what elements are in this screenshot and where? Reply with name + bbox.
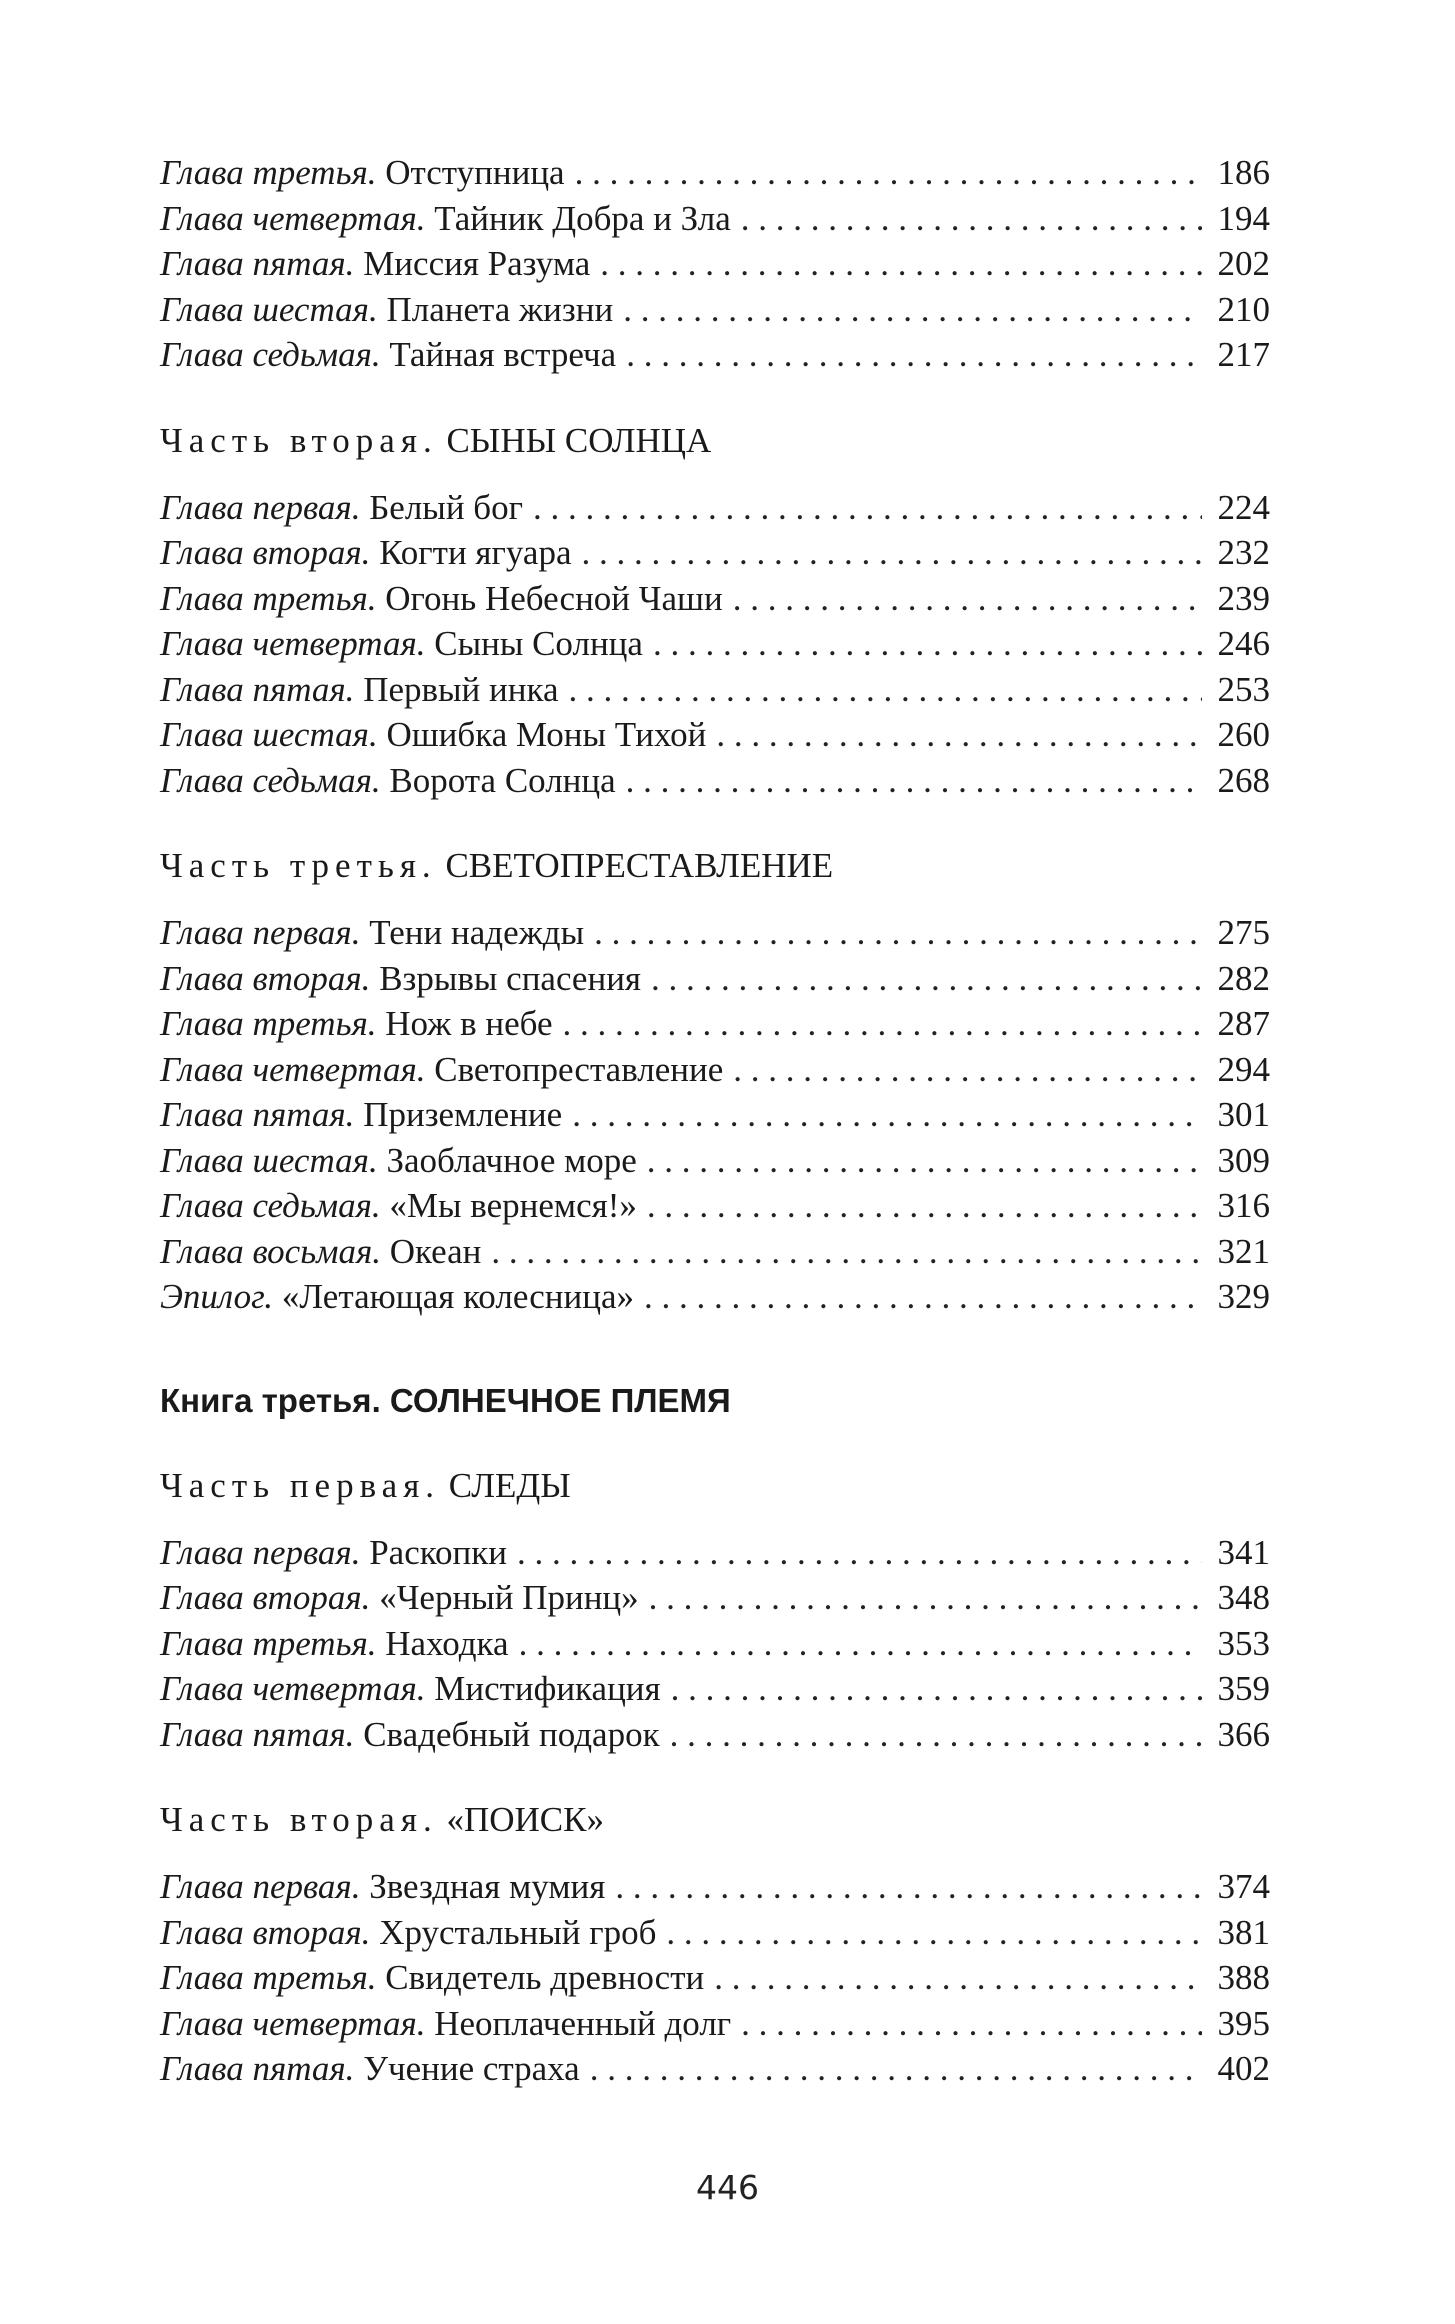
dot-leader bbox=[666, 1910, 1202, 1956]
chapter-number: Глава седьмая. bbox=[160, 335, 381, 374]
chapter-page-number: 246 bbox=[1217, 624, 1270, 663]
chapter-page-number: 210 bbox=[1217, 289, 1270, 329]
toc-entry-label bbox=[160, 1001, 553, 1047]
chapter-title: Хрустальный гроб bbox=[379, 1912, 657, 1952]
chapter-number: Глава пятая. bbox=[160, 244, 355, 283]
chapter-number: Глава первая. bbox=[160, 1532, 361, 1572]
chapter-title: Ворота Солнца bbox=[389, 760, 616, 800]
chapter-title: Светопреставление bbox=[434, 1049, 724, 1089]
chapter-page-number: 395 bbox=[1217, 2003, 1270, 2043]
chapter-title: «Мы вернемся!» bbox=[389, 1186, 637, 1225]
toc-entry-label bbox=[160, 530, 571, 576]
chapter-title: Тени надежды bbox=[369, 913, 585, 952]
toc-entry-label bbox=[160, 1138, 637, 1184]
dot-leader bbox=[733, 1047, 1202, 1093]
toc-section bbox=[160, 1797, 1270, 2092]
toc-entry-label bbox=[160, 1274, 634, 1320]
chapter-page-number: 294 bbox=[1217, 1049, 1270, 1089]
part-title: СЫНЫ СОЛНЦА bbox=[446, 420, 712, 460]
toc-entry bbox=[160, 241, 1270, 287]
toc-entry bbox=[160, 758, 1270, 804]
dot-leader bbox=[623, 287, 1202, 333]
dot-leader bbox=[600, 241, 1202, 287]
toc-entry-label bbox=[160, 150, 565, 196]
toc-section bbox=[160, 1463, 1270, 1758]
chapter-number: Глава четвертая. bbox=[160, 624, 426, 663]
chapter-number: Глава четвертая. bbox=[160, 1049, 426, 1089]
toc-entry bbox=[160, 287, 1270, 333]
dot-leader bbox=[517, 1530, 1202, 1576]
chapter-page-number: 268 bbox=[1217, 760, 1270, 800]
part-title: СЛЕДЫ bbox=[448, 1465, 571, 1505]
chapter-number: Глава пятая. bbox=[160, 2049, 355, 2088]
part-heading bbox=[160, 843, 1270, 888]
part-heading bbox=[160, 1463, 1270, 1508]
chapter-number: Глава шестая. bbox=[160, 289, 378, 329]
chapter-title: Раскопки bbox=[369, 1532, 507, 1572]
dot-leader bbox=[651, 956, 1202, 1002]
toc-entry-label bbox=[160, 621, 643, 667]
chapter-number: Глава первая. bbox=[160, 1867, 361, 1906]
chapter-title: Приземление bbox=[363, 1095, 563, 1134]
chapter-title: Неоплаченный долг bbox=[434, 2003, 732, 2043]
toc-entry bbox=[160, 1092, 1270, 1138]
chapter-title: Отступница bbox=[385, 153, 565, 192]
toc-entry bbox=[160, 1575, 1270, 1621]
chapter-page-number: 239 bbox=[1217, 578, 1270, 618]
chapter-title: Сыны Солнца bbox=[434, 624, 643, 663]
chapter-title: Свадебный подарок bbox=[363, 1714, 660, 1754]
toc-entry bbox=[160, 1001, 1270, 1047]
part-label: Часть вторая. bbox=[160, 1800, 438, 1839]
chapter-title: Звездная мумия bbox=[369, 1867, 606, 1906]
toc-entry bbox=[160, 621, 1270, 667]
toc-entry bbox=[160, 1666, 1270, 1712]
chapter-page-number: 329 bbox=[1217, 1277, 1270, 1316]
chapter-title: Тайная встреча bbox=[389, 335, 617, 374]
chapter-number: Глава пятая. bbox=[160, 1095, 355, 1134]
toc-entry bbox=[160, 576, 1270, 622]
toc-entry bbox=[160, 1955, 1270, 2001]
toc-entry-label bbox=[160, 1910, 656, 1956]
chapter-page-number: 253 bbox=[1217, 669, 1270, 709]
dot-leader bbox=[741, 2001, 1202, 2047]
chapter-number: Эпилог. bbox=[160, 1277, 274, 1316]
chapter-page-number: 282 bbox=[1217, 958, 1270, 998]
dot-leader bbox=[671, 1666, 1202, 1712]
chapter-title: Огонь Небесной Чаши bbox=[385, 578, 723, 618]
toc-entry bbox=[160, 332, 1270, 378]
chapter-title: Тайник Добра и Зла bbox=[434, 198, 731, 238]
toc-entry-label bbox=[160, 758, 616, 804]
toc-entry bbox=[160, 1530, 1270, 1576]
chapter-number: Глава вторая. bbox=[160, 1578, 371, 1617]
toc-entry-label bbox=[160, 287, 613, 333]
chapter-page-number: 232 bbox=[1217, 533, 1270, 572]
toc-entry-label bbox=[160, 1955, 704, 2001]
toc-entry-label bbox=[160, 667, 559, 713]
toc-entry bbox=[160, 910, 1270, 956]
chapter-page-number: 353 bbox=[1217, 1623, 1270, 1663]
part-heading bbox=[160, 1797, 1270, 1842]
toc-entry bbox=[160, 1910, 1270, 1956]
dot-leader bbox=[670, 1712, 1202, 1758]
chapter-title: Учение страха bbox=[363, 2049, 580, 2088]
chapter-number: Глава вторая. bbox=[160, 1912, 371, 1952]
toc-entry-label bbox=[160, 1047, 723, 1093]
dot-leader bbox=[741, 196, 1202, 242]
chapter-number: Глава третья. bbox=[160, 153, 377, 192]
toc-entry bbox=[160, 196, 1270, 242]
dot-leader bbox=[626, 758, 1202, 804]
dot-leader bbox=[615, 1864, 1202, 1910]
toc-entry bbox=[160, 712, 1270, 758]
chapter-number: Глава третья. bbox=[160, 578, 377, 618]
toc-entry bbox=[160, 956, 1270, 1002]
dot-leader bbox=[594, 910, 1202, 956]
chapter-page-number: 224 bbox=[1217, 487, 1270, 527]
toc-entry bbox=[160, 1712, 1270, 1758]
chapter-number: Глава вторая. bbox=[160, 533, 371, 572]
part-label: Часть вторая. bbox=[160, 420, 438, 460]
dot-leader bbox=[581, 530, 1202, 576]
dot-leader bbox=[644, 1274, 1202, 1320]
toc-entry bbox=[160, 1864, 1270, 1910]
chapter-number: Глава пятая. bbox=[160, 669, 355, 709]
toc-entry bbox=[160, 1138, 1270, 1184]
toc-section bbox=[160, 843, 1270, 1320]
toc-entry bbox=[160, 2001, 1270, 2047]
dot-leader bbox=[653, 621, 1202, 667]
chapter-page-number: 309 bbox=[1217, 1140, 1270, 1180]
toc-section bbox=[160, 418, 1270, 804]
toc-entry-label bbox=[160, 712, 706, 758]
toc-entry bbox=[160, 2046, 1270, 2092]
chapter-page-number: 316 bbox=[1217, 1186, 1270, 1225]
dot-leader bbox=[590, 2046, 1202, 2092]
chapter-title: Белый бог bbox=[369, 487, 523, 527]
chapter-title: Заоблачное море bbox=[386, 1140, 637, 1180]
chapter-page-number: 359 bbox=[1217, 1669, 1270, 1708]
toc-entry bbox=[160, 667, 1270, 713]
chapter-page-number: 275 bbox=[1217, 913, 1270, 952]
chapter-title: Первый инка bbox=[363, 669, 559, 709]
toc-entry-label bbox=[160, 1530, 507, 1576]
dot-leader bbox=[647, 1183, 1202, 1229]
toc-entry-label bbox=[160, 1712, 660, 1758]
chapter-page-number: 217 bbox=[1217, 335, 1270, 374]
page-number: 446 bbox=[696, 2168, 759, 2207]
toc-entry bbox=[160, 485, 1270, 531]
part-heading bbox=[160, 418, 1270, 463]
toc-entry-label bbox=[160, 1575, 639, 1621]
chapter-number: Глава седьмая. bbox=[160, 760, 381, 800]
dot-leader bbox=[491, 1229, 1202, 1275]
part-label: Часть третья. bbox=[160, 846, 437, 885]
toc-entry-label bbox=[160, 2001, 731, 2047]
dot-leader bbox=[569, 667, 1203, 713]
toc-entry-label bbox=[160, 1864, 605, 1910]
chapter-title: Нож в небе bbox=[385, 1004, 553, 1043]
chapter-number: Глава четвертая. bbox=[160, 198, 426, 238]
chapter-number: Глава первая. bbox=[160, 487, 361, 527]
chapter-page-number: 402 bbox=[1217, 2049, 1270, 2088]
chapter-page-number: 194 bbox=[1217, 198, 1270, 238]
chapter-page-number: 301 bbox=[1217, 1095, 1270, 1134]
chapter-page-number: 388 bbox=[1217, 1958, 1270, 1997]
chapter-title: Когти ягуара bbox=[379, 533, 572, 572]
toc-entry-label bbox=[160, 332, 616, 378]
chapter-number: Глава пятая. bbox=[160, 1714, 355, 1754]
toc-entry-label bbox=[160, 576, 723, 622]
dot-leader bbox=[714, 1955, 1202, 2001]
toc-entry bbox=[160, 1047, 1270, 1093]
chapter-number: Глава первая. bbox=[160, 913, 361, 952]
chapter-page-number: 366 bbox=[1217, 1714, 1270, 1754]
toc-entry bbox=[160, 1183, 1270, 1229]
toc-entry-label bbox=[160, 196, 731, 242]
chapter-title: Свидетель древности bbox=[385, 1958, 705, 1997]
chapter-number: Глава седьмая. bbox=[160, 1186, 381, 1225]
chapter-page-number: 260 bbox=[1217, 715, 1270, 754]
chapter-title: Взрывы спасения bbox=[379, 958, 642, 998]
chapter-page-number: 341 bbox=[1217, 1532, 1270, 1572]
chapter-number: Глава вторая. bbox=[160, 958, 371, 998]
chapter-title: Находка bbox=[385, 1623, 509, 1663]
toc-entry bbox=[160, 1229, 1270, 1275]
part-label: Часть первая. bbox=[160, 1465, 441, 1505]
toc-entry-label bbox=[160, 1183, 637, 1229]
chapter-number: Глава третья. bbox=[160, 1623, 377, 1663]
toc-entry-label bbox=[160, 956, 641, 1002]
chapter-number: Глава восьмая. bbox=[160, 1231, 381, 1271]
dot-leader bbox=[733, 576, 1202, 622]
chapter-number: Глава третья. bbox=[160, 1004, 377, 1043]
chapter-title: «Черный Принц» bbox=[379, 1578, 639, 1617]
toc-section bbox=[160, 150, 1270, 378]
chapter-title: Ошибка Моны Тихой bbox=[386, 715, 707, 754]
toc-entry bbox=[160, 530, 1270, 576]
chapter-page-number: 186 bbox=[1217, 153, 1270, 192]
chapter-page-number: 321 bbox=[1217, 1231, 1270, 1271]
dot-leader bbox=[572, 1092, 1202, 1138]
toc-entry-label bbox=[160, 241, 590, 287]
chapter-number: Глава шестая. bbox=[160, 715, 378, 754]
part-title: «ПОИСК» bbox=[446, 1800, 604, 1839]
chapter-page-number: 381 bbox=[1217, 1912, 1270, 1952]
toc-entry bbox=[160, 1274, 1270, 1320]
toc-section bbox=[160, 1378, 1270, 1423]
chapter-number: Глава четвертая. bbox=[160, 2003, 426, 2043]
chapter-title: «Летающая колесница» bbox=[281, 1277, 634, 1316]
dot-leader bbox=[533, 485, 1202, 531]
chapter-page-number: 202 bbox=[1217, 244, 1270, 283]
chapter-title: Мистификация bbox=[434, 1669, 661, 1708]
table-of-contents bbox=[160, 150, 1270, 2092]
dot-leader bbox=[649, 1575, 1202, 1621]
chapter-page-number: 287 bbox=[1217, 1004, 1270, 1043]
chapter-title: Океан bbox=[389, 1231, 482, 1271]
book-heading: Книга третья. СОЛНЕЧНОЕ ПЛЕМЯ bbox=[160, 1381, 731, 1419]
toc-entry-label bbox=[160, 1621, 509, 1667]
dot-leader bbox=[647, 1138, 1202, 1184]
part-title: СВЕТОПРЕСТАВЛЕНИЕ bbox=[445, 846, 834, 885]
dot-leader bbox=[563, 1001, 1202, 1047]
toc-entry-label bbox=[160, 1666, 661, 1712]
chapter-title: Миссия Разума bbox=[363, 244, 591, 283]
toc-entry-label bbox=[160, 910, 584, 956]
chapter-title: Планета жизни bbox=[386, 289, 614, 329]
dot-leader bbox=[716, 712, 1202, 758]
toc-entry-label bbox=[160, 1092, 562, 1138]
chapter-page-number: 374 bbox=[1217, 1867, 1270, 1906]
toc-entry-label bbox=[160, 485, 523, 531]
toc-entry bbox=[160, 1621, 1270, 1667]
chapter-page-number: 348 bbox=[1217, 1578, 1270, 1617]
dot-leader bbox=[626, 332, 1202, 378]
toc-entry-label bbox=[160, 1229, 481, 1275]
chapter-number: Глава третья. bbox=[160, 1958, 377, 1997]
dot-leader bbox=[519, 1621, 1202, 1667]
chapter-number: Глава шестая. bbox=[160, 1140, 378, 1180]
toc-entry-label bbox=[160, 2046, 580, 2092]
toc-entry bbox=[160, 150, 1270, 196]
chapter-number: Глава четвертая. bbox=[160, 1669, 426, 1708]
dot-leader bbox=[575, 150, 1202, 196]
